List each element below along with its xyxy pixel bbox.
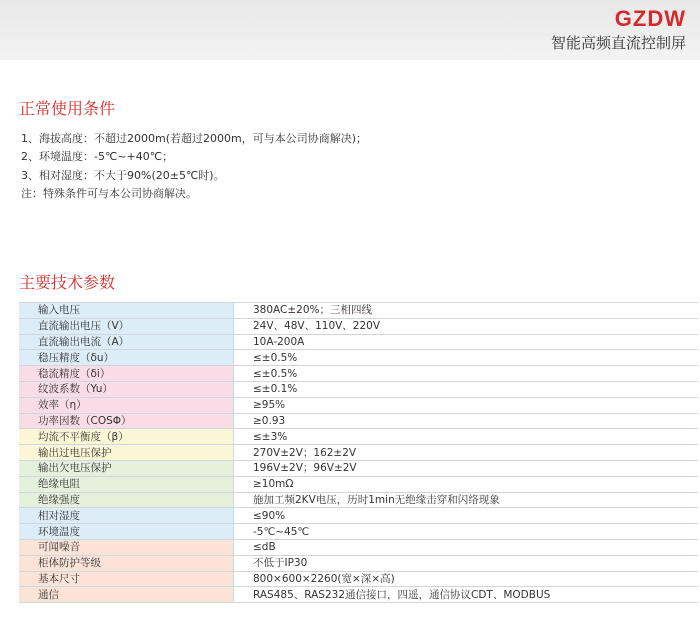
spec-name: 绝缘电阻 <box>19 476 234 492</box>
spec-value: ≥10mΩ <box>234 476 699 492</box>
spec-name: 纹波系数（Yu） <box>19 381 234 397</box>
spec-name: 稳流精度（δi） <box>19 366 234 382</box>
condition-note: 注：特殊条件可与本公司协商解决。 <box>21 186 197 200</box>
table-row <box>19 334 698 350</box>
table-row <box>19 587 698 603</box>
spec-value: 270V±2V；162±2V <box>234 445 699 461</box>
spec-name: 输出欠电压保护 <box>19 460 234 476</box>
table-row <box>19 381 698 397</box>
brand-logo: GZDW <box>614 6 686 31</box>
table-row <box>19 492 698 508</box>
table-row <box>19 555 698 571</box>
spec-value: ≤±3% <box>234 429 699 445</box>
table-row <box>19 539 698 555</box>
table-row <box>19 460 698 476</box>
table-row <box>19 476 698 492</box>
spec-name: 基本尺寸 <box>19 571 234 587</box>
spec-name: 稳压精度（δu） <box>19 350 234 366</box>
spec-value: ≥0.93 <box>234 413 699 429</box>
conditions-list <box>21 130 661 203</box>
spec-name: 柜体防护等级 <box>19 555 234 571</box>
condition-line: 1、海拔高度：不超过2000m(若超过2000m，可与本公司协商解决)； <box>21 132 367 145</box>
spec-name: 可闻噪音 <box>19 539 234 555</box>
spec-table <box>19 302 698 603</box>
spec-value: ≥95% <box>234 397 699 413</box>
table-row <box>19 350 698 366</box>
spec-name: 均流不平衡度（β） <box>19 429 234 445</box>
table-row <box>19 508 698 524</box>
table-row <box>19 413 698 429</box>
spec-value: ≤±0.5% <box>234 350 699 366</box>
table-row <box>19 397 698 413</box>
spec-name: 绝缘强度 <box>19 492 234 508</box>
table-row <box>19 318 698 334</box>
table-row <box>19 524 698 540</box>
table-row <box>19 366 698 382</box>
spec-value: ≤90% <box>234 508 699 524</box>
spec-value: 24V、48V、110V、220V <box>234 318 699 334</box>
spec-name: 直流输出电流（A） <box>19 334 234 350</box>
spec-name: 输出过电压保护 <box>19 445 234 461</box>
table-row <box>19 429 698 445</box>
spec-value: ≤dB <box>234 539 699 555</box>
spec-value: ≤±0.1% <box>234 381 699 397</box>
table-row <box>19 303 698 319</box>
spec-value: 施加工频2KV电压，历时1min无绝缘击穿和闪络现象 <box>234 492 699 508</box>
spec-name: 通信 <box>19 587 234 603</box>
specs-title: 主要技术参数 <box>19 273 116 292</box>
spec-name: 环境温度 <box>19 524 234 540</box>
condition-line: 3、相对湿度：不大于90%(20±5℃时)。 <box>21 168 225 182</box>
spec-name: 输入电压 <box>19 303 234 319</box>
spec-name: 效率（η） <box>19 397 234 413</box>
product-subtitle: 智能高频直流控制屏 <box>550 34 686 52</box>
spec-value: -5℃~45℃ <box>234 524 699 540</box>
spec-value: 不低于IP30 <box>234 555 699 571</box>
spec-name: 直流输出电压（V） <box>19 318 234 334</box>
spec-value: 10A-200A <box>234 334 699 350</box>
table-row <box>19 445 698 461</box>
spec-value: 800×600×2260(宽×深×高) <box>234 571 699 587</box>
spec-value: ≤±0.5% <box>234 366 699 382</box>
spec-value: RAS485、RAS232通信接口，四遥，通信协议CDT、MODBUS <box>234 587 699 603</box>
conditions-title: 正常使用条件 <box>19 99 116 118</box>
spec-value: 380AC±20%；三相四线 <box>234 303 699 319</box>
table-row <box>19 571 698 587</box>
spec-name: 功率因数（COSΦ） <box>19 413 234 429</box>
spec-value: 196V±2V；96V±2V <box>234 460 699 476</box>
condition-line: 2、环境温度：-5℃~+40℃； <box>21 150 174 164</box>
spec-name: 相对湿度 <box>19 508 234 524</box>
